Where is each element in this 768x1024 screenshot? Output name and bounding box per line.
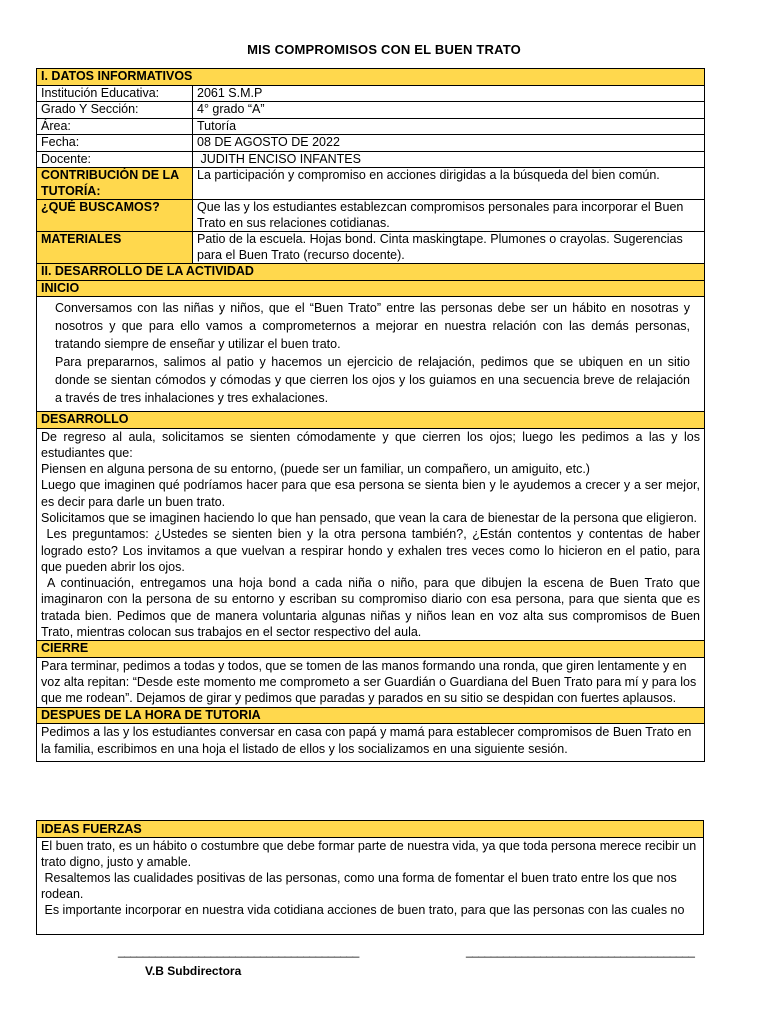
materiales-label: MATERIALES — [37, 232, 193, 264]
cierre-body: Para terminar, pedimos a todas y todos, que se tomen de las manos formando una ronda, que giren lentamente y en voz alta repitan: “Desde este momento me comprometo a ser Guardián o Guardiana del Buen Trato para mí y para los que me rodean”. Dejamos de girar y pedimos que paradas y parados en su sitio se despidan con fuertes aplausos. — [37, 657, 705, 707]
materiales-value: Patio de la escuela. Hojas bond. Cinta maskingtape. Plumones o crayolas. Sugerencias para el Buen Trato (recurso docente). — [193, 232, 705, 264]
desarrollo-paragraph: Luego que imaginen qué podríamos hacer para que esa persona se sienta bien y le ayudemos a crecer y a ser mejor, es decir para darle un buen trato. — [41, 478, 700, 509]
desarrollo-paragraph: A continuación, entregamos una hoja bond a cada niña o niño, para que dibujen la escena de Buen Trato que imaginaron con la persona de su entorno y escriban su compromiso diario con esa persona, para que sienta que es tratada bien. Pedimos que de manera voluntaria algunas niñas y niños lean en voz alta sus compromisos de Buen Trato, mientras colocan sus trabajos en el sector respectivo del aula. — [41, 576, 704, 640]
cierre-header: CIERRE — [37, 641, 705, 658]
datos-label-fecha: Fecha: — [37, 135, 193, 152]
desarrollo-paragraph: Solicitamos que se imaginen haciendo lo que han pensado, que vean la cara de bienestar de la persona que eligieron. — [41, 510, 698, 525]
datos-value-grado: 4° grado “A” — [193, 102, 705, 119]
ideas-fuerzas-table — [36, 820, 704, 935]
datos-header: I. DATOS INFORMATIVOS — [37, 69, 705, 86]
despues-header: DESPUES DE LA HORA DE TUTORIA — [37, 707, 705, 724]
buscamos-label: ¿QUÉ BUSCAMOS? — [37, 200, 193, 232]
signature-line-right: _____________________________________ — [466, 944, 695, 958]
datos-value-institucion: 2061 S.M.P — [193, 85, 705, 102]
desarrollo-body — [37, 428, 705, 641]
desarrollo-actividad-header: II. DESARROLLO DE LA ACTIVIDAD — [37, 264, 705, 281]
ideas-body — [37, 838, 704, 935]
inicio-header: INICIO — [37, 280, 705, 297]
desarrollo-paragraph: De regreso al aula, solicitamos se sienten cómodamente y que cierren los ojos; luego les pedimos a las y los estudiantes que: — [41, 429, 700, 460]
signature-label: V.B Subdirectora — [145, 964, 242, 978]
ideas-header: IDEAS FUERZAS — [37, 821, 704, 838]
datos-label-area: Área: — [37, 118, 193, 135]
signature-line-left: _______________________________________ — [118, 944, 359, 958]
buscamos-value: Que las y los estudiantes establezcan compromisos personales para incorporar el Buen Trato en sus relaciones cotidianas. — [193, 200, 705, 232]
ideas-paragraph: Resaltemos las cualidades positivas de las personas, como una forma de fomentar el buen trato entre los que nos rodean. — [41, 871, 681, 901]
inicio-paragraph: Conversamos con las niñas y niños, que el “Buen Trato” entre las personas debe ser un hábito en nosotras y nosotros y que para ello vamos a comprometernos a mejorar en nuestra relación con las demás personas, tratando siempre de enseñar y utilizar el buen trato. — [55, 301, 690, 351]
desarrollo-header: DESARROLLO — [37, 412, 705, 429]
contribucion-value: La participación y compromiso en acciones dirigidas a la búsqueda del bien común. — [193, 168, 705, 200]
desarrollo-paragraph: Piensen en alguna persona de su entorno, (puede ser un familiar, un compañero, un amiguito, etc.) — [41, 462, 590, 477]
datos-label-grado: Grado Y Sección: — [37, 102, 193, 119]
desarrollo-paragraph: Les preguntamos: ¿Ustedes se sienten bien y la otra persona también?, ¿Están contentos y contentas de haber logrado esto? Los invitamos a que vuelvan a respirar hondo y exhalen tres veces como lo hicieron en el patio, para que pueden abrir los ojos. — [41, 527, 704, 574]
despues-body: Pedimos a las y los estudiantes conversar en casa con papá y mamá para establecer compromisos de Buen Trato en la familia, escribimos en una hoja el listado de ellos y los socializamos en una siguiente sesión. — [37, 724, 705, 762]
contribucion-label: CONTRIBUCIÓN DE LA TUTORÍA: — [37, 168, 193, 200]
inicio-paragraph: Para prepararnos, salimos al patio y hacemos un ejercicio de relajación, pedimos que se ubiquen en un sitio donde se sientan cómodos y cómodas y que cierren los ojos y los guiamos en una secuencia breve de relajación a través de tres inhalaciones y tres exhalaciones. — [55, 355, 690, 405]
datos-value-area: Tutoría — [193, 118, 705, 135]
ideas-paragraph: Es importante incorporar en nuestra vida cotidiana acciones de buen trato, para que las personas con las cuales no — [41, 903, 685, 917]
ideas-paragraph: El buen trato, es un hábito o costumbre que debe formar parte de nuestra vida, ya que toda persona merece recibir un trato digno, justo y amable. — [41, 839, 697, 869]
datos-label-docente: Docente: — [37, 151, 193, 168]
document-title: MIS COMPROMISOS CON EL BUEN TRATO — [247, 42, 521, 57]
datos-value-docente: JUDITH ENCISO INFANTES — [193, 151, 705, 168]
session-table — [36, 68, 705, 762]
datos-value-fecha: 08 DE AGOSTO DE 2022 — [193, 135, 705, 152]
datos-label-institucion: Institución Educativa: — [37, 85, 193, 102]
inicio-body — [37, 297, 705, 412]
